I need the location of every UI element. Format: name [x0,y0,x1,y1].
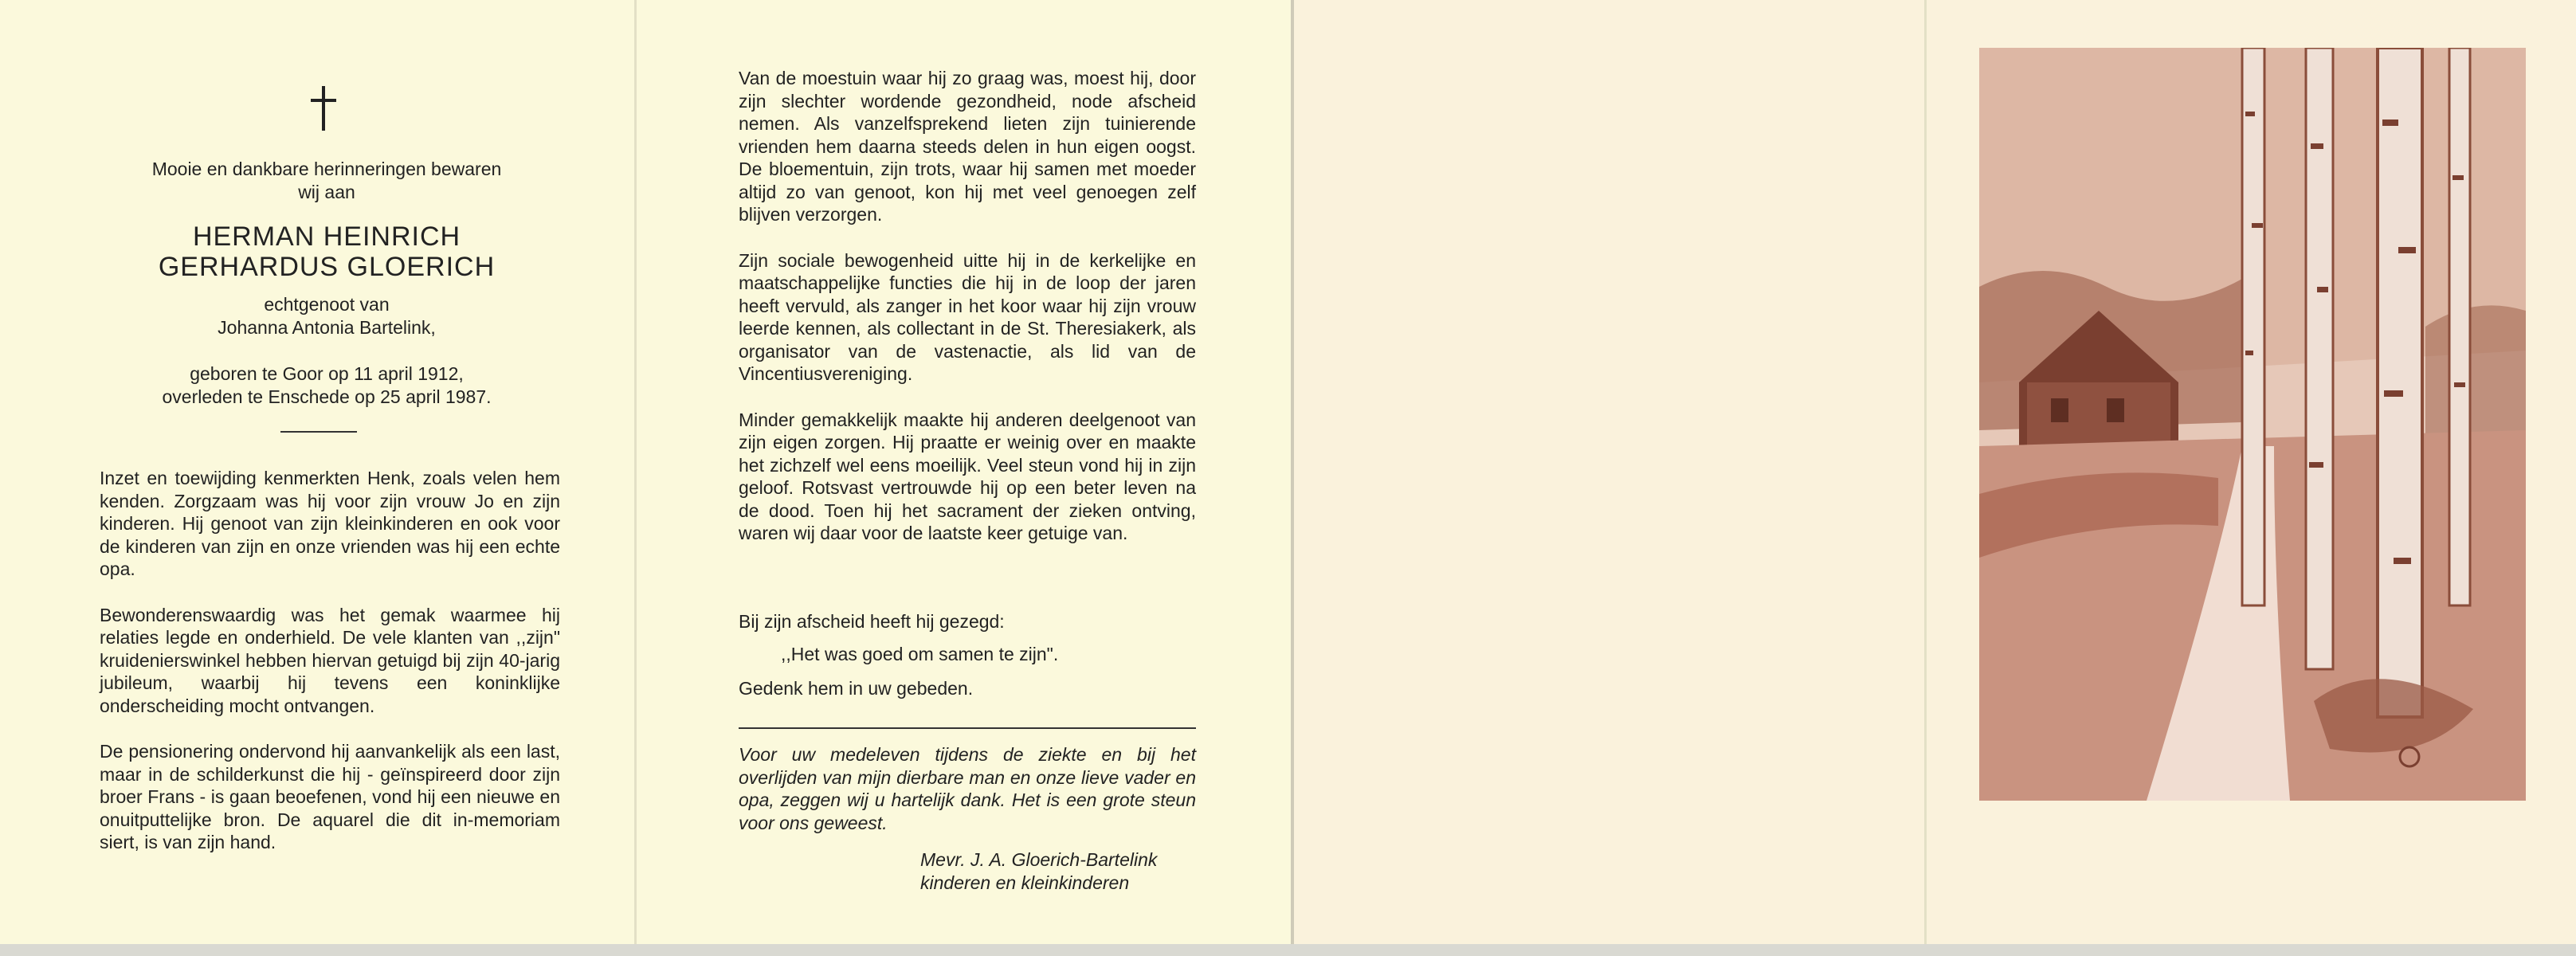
intro-line: Mooie en dankbare herinneringen bewaren [151,159,502,179]
name-line: GERHARDUS GLOERICH [158,252,496,282]
birch-trunk [2449,48,2470,605]
farmhouse-window [2107,398,2124,422]
intro-text [112,158,542,203]
memorial-text-middle [739,67,1196,545]
name-line: HERMAN HEINRICH [192,221,461,252]
signature [920,848,1157,894]
intro-line: wij aan [298,181,355,202]
cross-icon [311,86,336,134]
paragraph: De pensionering ondervond hij aanvankelijk als een last, maar in de schilderkunst die hij - geïnspireerd door zijn broer Frans - is gaan beoefenen, vond hij een nieuwe en onuitputtelijke bron. De aquarel die dit in-memoriam siert, is van zijn hand. [100,741,560,852]
paragraph: Zijn sociale bewogenheid uitte hij in de kerkelijke en maatschappelijke functies die hij in de loop der jaren heeft vervuld, als zanger in het koor waar hij zijn vrouw leerde kennen, als collectant in de St. Theresiakerk, als organisator van de vastenactie, als lid van de Vincentiusvereniging. [739,249,1196,384]
death-line: overleden te Enschede op 25 april 1987. [162,386,492,407]
paragraph: Inzet en toewijding kenmerkten Henk, zoals velen hem kenden. Zorgzaam was hij voor zijn vrouw Jo en zijn kinderen. Hij genoot van zijn kleinkinderen en ook voor de kinderen van zijn en onze vrienden was hij een echte opa. [100,468,560,579]
remember-line: Gedenk hem in uw gebeden. [739,678,974,699]
farmhouse-window [2051,398,2068,422]
divider [280,431,357,433]
fold-line [1924,0,1927,944]
farmhouse-wall [2027,382,2170,446]
thanks-text: Voor uw medeleven tijdens de ziekte en bij het overlijden van mijn dierbare man en onze lieve vader en opa, zeggen wij u hartelijk dank. Het is een grote steun voor ons geweest. [739,744,1196,833]
divider [739,727,1196,729]
deceased-name [80,221,574,282]
farewell-intro: Bij zijn afscheid heeft hij gezegd: [739,611,1005,632]
birch-trunk [2306,48,2333,669]
sepia-landscape-illustration [1979,48,2526,801]
life-dates [96,362,558,408]
paragraph: Bewonderenswaardig was het gemak waarmee hij relaties legde en onderhield. De vele klanten van ,,zijn" kruidenierswinkel hebben hiervan getuigd bij zijn 40-jarig jubileum, waarbij hij tevens een koninklijke onderscheiding mocht ontvangen. [100,604,560,716]
signature-line: Mevr. J. A. Gloerich-Bartelink [920,849,1158,870]
farewell-quote: ,,Het was goed om samen te zijn". [781,644,1059,664]
paragraph: Minder gemakkelijk maakte hij anderen deelgenoot van zijn eigen zorgen. Hij praatte er weinig over en maakte het zichzelf wel eens moeilijk. Veel steun vond hij in zijn geloof. Rotsvast vertrouwde hij op een beter leven na de dood. Toen hij het sacrament der zieken ontving, waren wij daar voor de laatste keer getuige van. [739,409,1196,543]
spouse-line: echtgenoot van [264,294,390,315]
fold-line [634,0,637,944]
spouse-text [112,293,542,339]
paragraph: Van de moestuin waar hij zo graag was, moest hij, door zijn slechter wordende gezondheid, node afscheid nemen. Als vanzelfsprekend lieten zijn tuinierende vrienden hem daarna steeds delen in hun eigen oogst. De bloementuin, zijn trots, waar hij samen met moeder altijd zo van genoot, kon hij met veel genoegen zelf blijven verzorgen. [739,68,1196,225]
signature-line: kinderen en kleinkinderen [920,872,1130,893]
birch-trunk [2242,48,2264,605]
birch-trunk [2378,48,2422,717]
spouse-line: Johanna Antonia Bartelink, [218,316,436,338]
fold-line [1291,0,1294,944]
birth-line: geboren te Goor op 11 april 1912, [190,363,464,384]
memorial-text-left [100,467,560,854]
card-panel-blank [1292,0,1926,944]
